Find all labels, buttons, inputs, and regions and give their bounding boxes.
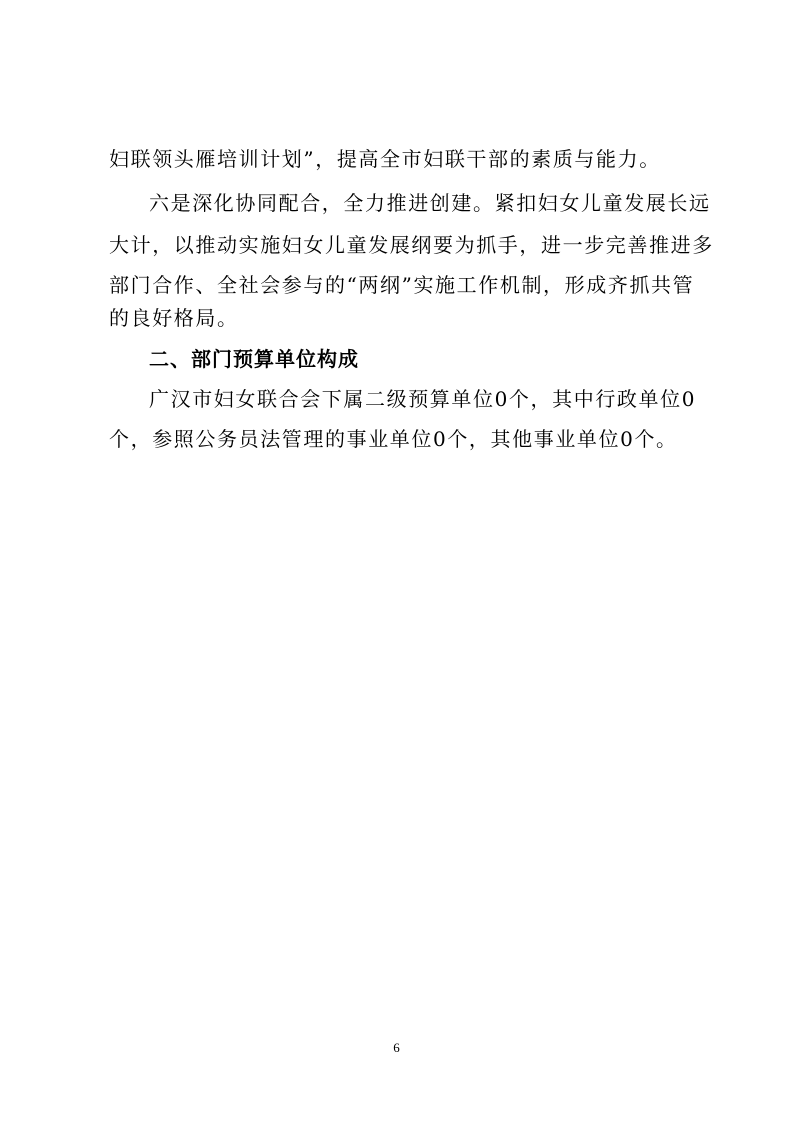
- paragraph-line: 部门合作、全社会参与的“两纲”实施工作机制，形成齐抓共管: [109, 273, 695, 297]
- paragraph-line: 的良好格局。: [109, 306, 239, 330]
- paragraph-line: 妇联领头雁培训计划”，提高全市妇联干部的素质与能力。: [109, 147, 661, 171]
- paragraph-line: 六是深化协同配合，全力推进创建。紧扣妇女儿童发展长远: [149, 191, 711, 215]
- paragraph-line: 个，参照公务员法管理的事业单位0个，其他事业单位0个。: [109, 427, 678, 451]
- paragraph-line: 大计，以推动实施妇女儿童发展纲要为抓手，进一步完善推进多: [109, 233, 714, 257]
- section-heading: 二、部门预算单位构成: [149, 347, 359, 371]
- page-number: 6: [393, 1040, 400, 1055]
- paragraph-line: 广汉市妇女联合会下属二级预算单位0个，其中行政单位0: [149, 387, 697, 411]
